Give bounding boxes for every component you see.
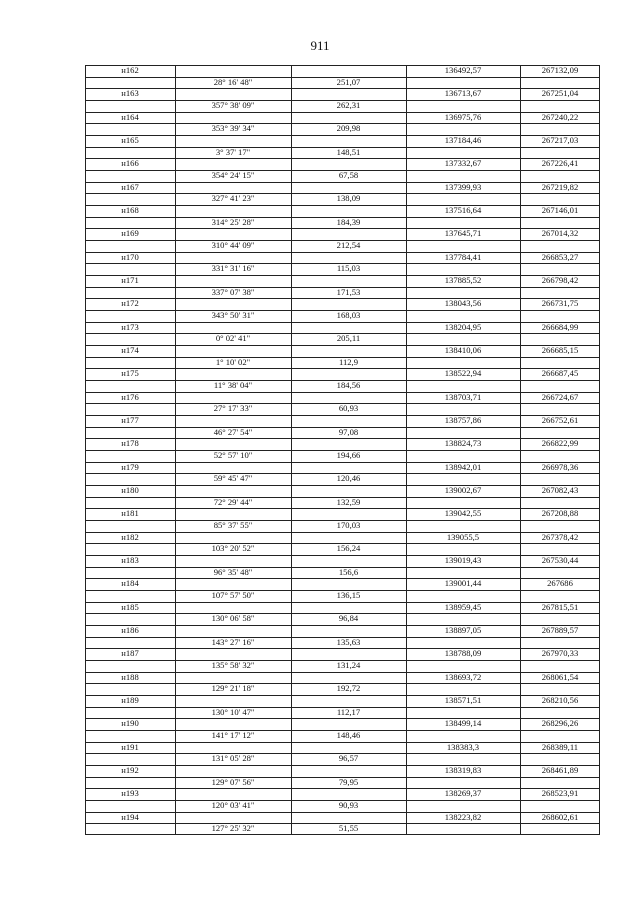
point-name: н181 — [121, 508, 139, 519]
point-row — [85, 65, 600, 77]
coord-y: 267240,22 — [541, 111, 579, 122]
segment-length: 112,9 — [338, 356, 359, 367]
point-name: н190 — [121, 718, 139, 729]
segment-length: 262,31 — [336, 100, 361, 110]
coord-x: 139055,5 — [446, 531, 480, 542]
point-row — [85, 345, 600, 357]
segment-length: 96,84 — [338, 613, 359, 624]
coord-y: 267251,04 — [541, 88, 579, 99]
segment-length: 112,17 — [336, 706, 361, 717]
point-name: н177 — [121, 415, 139, 425]
coordinates-table — [85, 65, 600, 835]
point-row — [85, 298, 600, 310]
segment-row — [85, 357, 600, 369]
segment-row — [85, 77, 600, 89]
direction-angle: 3° 37' 17" — [215, 146, 251, 157]
point-row — [85, 742, 600, 754]
coord-x: 138499,14 — [444, 718, 482, 729]
segment-length: 148,51 — [336, 146, 361, 157]
coord-x: 138269,37 — [444, 788, 482, 799]
point-row — [85, 508, 600, 520]
coord-y: 268210,56 — [541, 695, 579, 705]
direction-angle: 331° 31' 16" — [211, 263, 255, 274]
coord-x: 139001,44 — [444, 578, 482, 589]
coord-x: 137516,64 — [444, 205, 482, 215]
coord-x: 136492,57 — [444, 65, 482, 75]
coord-y: 266752,61 — [541, 415, 579, 425]
direction-angle: 141° 17' 12" — [211, 730, 255, 740]
direction-angle: 354° 24' 15" — [211, 170, 255, 180]
direction-angle: 27° 17' 33" — [213, 403, 253, 414]
direction-angle: 28° 16' 48" — [213, 76, 253, 87]
direction-angle: 130° 06' 58" — [211, 613, 255, 624]
segment-length: 251,07 — [336, 76, 361, 87]
coord-y: 267217,03 — [541, 135, 579, 145]
segment-length: 148,46 — [336, 730, 361, 740]
point-name: н183 — [121, 555, 139, 565]
segment-row — [85, 800, 600, 812]
segment-length: 97,08 — [338, 426, 359, 437]
coord-x: 136975,76 — [444, 111, 482, 122]
point-name: н170 — [121, 251, 139, 262]
coord-x: 139002,67 — [444, 485, 482, 495]
direction-angle: 129° 07' 56" — [211, 776, 255, 787]
coord-x: 136713,67 — [444, 88, 482, 99]
coord-y: 268602,61 — [541, 811, 579, 822]
coord-x: 139019,43 — [444, 555, 482, 565]
segment-row — [85, 147, 600, 159]
direction-angle: 143° 27' 16" — [211, 636, 255, 647]
segment-length: 136,15 — [336, 590, 361, 600]
segment-row — [85, 427, 600, 439]
segment-length: 132,59 — [336, 496, 361, 507]
point-name: н188 — [121, 671, 139, 682]
coord-y: 267014,32 — [541, 228, 579, 239]
point-name: н189 — [121, 695, 139, 705]
segment-row — [85, 497, 600, 509]
segment-length: 135,63 — [336, 636, 361, 647]
coord-x: 138942,01 — [444, 461, 482, 472]
direction-angle: 129° 21' 18" — [211, 683, 255, 694]
segment-length: 79,95 — [338, 776, 359, 787]
coord-y: 266822,99 — [541, 438, 579, 449]
coord-x: 137784,41 — [444, 251, 482, 262]
coord-x: 138897,05 — [444, 625, 482, 635]
coord-y: 266978,36 — [541, 461, 579, 472]
segment-length: 156,24 — [336, 543, 361, 554]
point-row — [85, 648, 600, 660]
coord-x: 137399,93 — [444, 181, 482, 192]
direction-angle: 120° 03' 41" — [211, 800, 255, 810]
segment-length: 60,93 — [338, 403, 359, 414]
segment-length: 96,57 — [338, 753, 359, 764]
direction-angle: 72° 29' 44" — [213, 496, 253, 507]
direction-angle: 85° 37' 55" — [213, 520, 253, 530]
coord-x: 138757,86 — [444, 415, 482, 425]
point-row — [85, 415, 600, 427]
direction-angle: 46° 27' 54" — [213, 426, 253, 437]
segment-length: 156,6 — [338, 566, 359, 577]
point-row — [85, 228, 600, 240]
coord-y: 266724,67 — [541, 391, 579, 402]
segment-row — [85, 637, 600, 649]
direction-angle: 11° 38' 04" — [213, 380, 253, 390]
segment-row — [85, 753, 600, 765]
segment-row — [85, 613, 600, 625]
coord-y: 268523,91 — [541, 788, 579, 799]
point-name: н193 — [121, 788, 139, 799]
point-row — [85, 625, 600, 637]
point-name: н169 — [121, 228, 139, 239]
point-name: н174 — [121, 345, 139, 355]
point-name: н194 — [121, 811, 139, 822]
point-row — [85, 602, 600, 614]
point-row — [85, 158, 600, 170]
segment-row — [85, 473, 600, 485]
segment-row — [85, 170, 600, 182]
point-name: н175 — [121, 368, 139, 379]
coord-x: 138959,45 — [444, 601, 482, 612]
coord-x: 137332,67 — [444, 158, 482, 169]
point-name: н167 — [121, 181, 139, 192]
segment-row — [85, 707, 600, 719]
segment-row — [85, 333, 600, 345]
coord-x: 138693,72 — [444, 671, 482, 682]
coord-y: 267530,44 — [541, 555, 579, 565]
segment-row — [85, 263, 600, 275]
point-row — [85, 392, 600, 404]
point-row — [85, 322, 600, 334]
coord-y: 267226,41 — [541, 158, 579, 169]
segment-row — [85, 100, 600, 112]
segment-length: 184,56 — [336, 380, 361, 390]
point-row — [85, 205, 600, 217]
point-row — [85, 135, 600, 147]
coord-x: 138788,09 — [444, 648, 482, 659]
coord-x: 139042,55 — [444, 508, 482, 519]
direction-angle: 59° 45' 47" — [213, 473, 253, 484]
coord-y: 266684,99 — [541, 321, 579, 332]
direction-angle: 127° 25' 32" — [211, 823, 255, 834]
point-name: н186 — [121, 625, 139, 635]
coord-x: 138383,3 — [446, 741, 480, 752]
direction-angle: 135° 58' 32" — [211, 660, 255, 670]
direction-angle: 357° 38' 09" — [211, 100, 255, 110]
coord-y: 268296,26 — [541, 718, 579, 729]
coord-y: 267082,43 — [541, 485, 579, 495]
segment-row — [85, 240, 600, 252]
direction-angle: 0° 02' 41" — [215, 333, 251, 344]
segment-row — [85, 193, 600, 205]
coord-y: 266731,75 — [541, 298, 579, 309]
segment-row — [85, 730, 600, 742]
coord-y: 267815,51 — [541, 601, 579, 612]
coord-x: 137645,71 — [444, 228, 482, 239]
point-name: н172 — [121, 298, 139, 309]
coord-y: 267686 — [547, 578, 573, 589]
coord-y: 266687,45 — [541, 368, 579, 379]
point-name: н168 — [121, 205, 139, 215]
coord-y: 268389,11 — [541, 741, 579, 752]
direction-angle: 130° 10' 47" — [211, 706, 255, 717]
segment-row — [85, 450, 600, 462]
segment-row — [85, 287, 600, 299]
segment-length: 171,53 — [336, 286, 361, 297]
point-row — [85, 88, 600, 100]
point-name: н176 — [121, 391, 139, 402]
coord-x: 138703,71 — [444, 391, 482, 402]
coord-y: 266853,27 — [541, 251, 579, 262]
point-row — [85, 182, 600, 194]
segment-length: 115,03 — [336, 263, 361, 274]
point-row — [85, 672, 600, 684]
segment-length: 170,03 — [336, 520, 361, 530]
direction-angle: 314° 25' 28" — [211, 216, 255, 227]
direction-angle: 107° 57' 50" — [211, 590, 255, 600]
segment-length: 209,98 — [336, 123, 361, 134]
point-row — [85, 765, 600, 777]
point-name: н178 — [121, 438, 139, 449]
point-row — [85, 718, 600, 730]
point-row — [85, 462, 600, 474]
segment-row — [85, 777, 600, 789]
direction-angle: 353° 39' 34" — [211, 123, 255, 134]
point-row — [85, 788, 600, 800]
segment-row — [85, 660, 600, 672]
coord-x: 137885,52 — [444, 275, 482, 285]
coord-y: 267208,88 — [541, 508, 579, 519]
point-name: н191 — [121, 741, 139, 752]
coord-y: 268461,89 — [541, 765, 579, 775]
point-name: н166 — [121, 158, 139, 169]
direction-angle: 96° 35' 48" — [213, 566, 253, 577]
coord-y: 266798,42 — [541, 275, 579, 285]
coord-x: 138410,06 — [444, 345, 482, 355]
direction-angle: 343° 50' 31" — [211, 310, 255, 320]
coord-x: 138043,56 — [444, 298, 482, 309]
coord-y: 267970,33 — [541, 648, 579, 659]
coord-x: 138571,51 — [444, 695, 482, 705]
segment-length: 131,24 — [336, 660, 361, 670]
segment-length: 205,11 — [336, 333, 361, 344]
coord-y: 267219,82 — [541, 181, 579, 192]
direction-angle: 327° 41' 23" — [211, 193, 255, 204]
segment-length: 192,72 — [336, 683, 361, 694]
segment-row — [85, 403, 600, 415]
point-row — [85, 438, 600, 450]
segment-row — [85, 310, 600, 322]
segment-row — [85, 123, 600, 135]
coord-y: 267146,01 — [541, 205, 579, 215]
point-name: н165 — [121, 135, 139, 145]
coord-y: 267132,09 — [541, 65, 579, 75]
coord-y: 267889,57 — [541, 625, 579, 635]
direction-angle: 52° 57' 10" — [213, 450, 253, 460]
segment-row — [85, 590, 600, 602]
point-name: н187 — [121, 648, 139, 659]
point-name: н163 — [121, 88, 139, 99]
point-name: н164 — [121, 111, 139, 122]
point-row — [85, 532, 600, 544]
point-row — [85, 368, 600, 380]
direction-angle: 337° 07' 38" — [211, 286, 255, 297]
point-name: н192 — [121, 765, 139, 775]
point-name: н162 — [121, 65, 139, 75]
point-row — [85, 695, 600, 707]
point-row — [85, 112, 600, 124]
segment-length: 90,93 — [338, 800, 359, 810]
point-name: н173 — [121, 321, 139, 332]
coord-x: 138319,83 — [444, 765, 482, 775]
coord-x: 138223,82 — [444, 811, 482, 822]
coord-y: 266685,15 — [541, 345, 579, 355]
coord-y: 268061,54 — [541, 671, 579, 682]
coord-x: 138522,94 — [444, 368, 482, 379]
segment-length: 138,09 — [336, 193, 361, 204]
point-name: н182 — [121, 531, 139, 542]
point-row — [85, 275, 600, 287]
segment-length: 51,55 — [338, 823, 359, 834]
page-number: 911 — [310, 38, 330, 53]
segment-row — [85, 823, 600, 835]
direction-angle: 310° 44' 09" — [211, 240, 255, 250]
point-name: н180 — [121, 485, 139, 495]
segment-length: 67,58 — [338, 170, 359, 180]
coord-x: 137184,46 — [444, 135, 482, 145]
coord-x: 138824,73 — [444, 438, 482, 449]
point-name: н185 — [121, 601, 139, 612]
segment-row — [85, 683, 600, 695]
direction-angle: 1° 10' 02" — [215, 356, 251, 367]
segment-length: 120,46 — [336, 473, 361, 484]
direction-angle: 103° 20' 52" — [211, 543, 255, 554]
coord-y: 267378,42 — [541, 531, 579, 542]
segment-row — [85, 217, 600, 229]
segment-length: 194,66 — [336, 450, 361, 460]
segment-row — [85, 543, 600, 555]
point-row — [85, 252, 600, 264]
segment-row — [85, 520, 600, 532]
point-row — [85, 812, 600, 824]
segment-row — [85, 380, 600, 392]
segment-row — [85, 567, 600, 579]
coord-x: 138204,95 — [444, 321, 482, 332]
segment-length: 212,54 — [336, 240, 361, 250]
point-row — [85, 485, 600, 497]
point-row — [85, 578, 600, 590]
direction-angle: 131° 05' 28" — [211, 753, 255, 764]
point-name: н184 — [121, 578, 139, 589]
segment-length: 184,39 — [336, 216, 361, 227]
point-name: н179 — [121, 461, 139, 472]
point-row — [85, 555, 600, 567]
segment-length: 168,03 — [336, 310, 361, 320]
point-name: н171 — [121, 275, 139, 285]
